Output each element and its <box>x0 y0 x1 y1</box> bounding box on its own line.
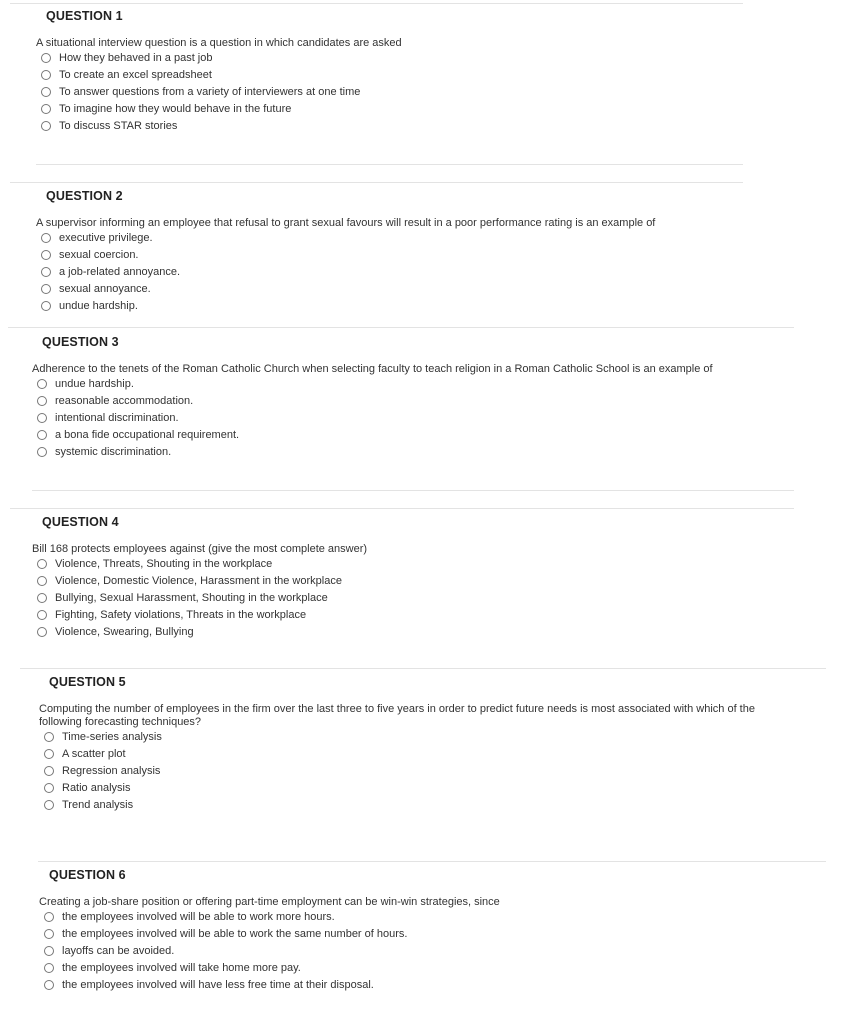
answer-option[interactable] <box>41 67 360 84</box>
answer-option[interactable] <box>41 264 180 281</box>
answer-option-label: the employees involved will have less free time at their disposal. <box>62 978 374 991</box>
answer-option-label: Time-series analysis <box>62 731 162 744</box>
radio-button-icon[interactable] <box>41 250 51 260</box>
radio-button-icon[interactable] <box>37 610 47 620</box>
answer-option[interactable] <box>37 606 342 623</box>
radio-button-icon[interactable] <box>37 447 47 457</box>
answer-option[interactable] <box>44 763 162 780</box>
answer-option[interactable] <box>37 376 239 393</box>
answer-option-label: systemic discrimination. <box>55 445 172 458</box>
answer-option[interactable] <box>37 623 342 640</box>
divider <box>32 490 794 491</box>
radio-button-icon[interactable] <box>44 749 54 759</box>
question-title: QUESTION 2 <box>46 189 123 203</box>
answer-options <box>41 230 180 314</box>
answer-option-label: a bona fide occupational requirement. <box>55 428 240 441</box>
question-text: Creating a job-share position or offering part-time employment can be win-win strategies, since <box>39 896 500 908</box>
answer-option[interactable] <box>44 796 162 813</box>
answer-option-label: the employees involved will be able to work the same number of hours. <box>62 928 408 941</box>
answer-options <box>37 376 239 460</box>
radio-button-icon[interactable] <box>37 593 47 603</box>
answer-option-label: sexual annoyance. <box>59 282 151 295</box>
question-text: Bill 168 protects employees against (give the most complete answer) <box>32 543 368 555</box>
divider <box>10 182 743 183</box>
answer-option[interactable] <box>44 926 407 943</box>
radio-button-icon[interactable] <box>44 800 54 810</box>
answer-option-label: the employees involved will be able to work more hours. <box>62 911 335 924</box>
divider <box>36 164 743 165</box>
answer-option[interactable] <box>44 729 162 746</box>
answer-option[interactable] <box>44 909 407 926</box>
question-text: Computing the number of employees in the firm over the last three to five years in order to predict future needs is most associated with which of the following forecasting techniques? <box>39 703 755 728</box>
answer-option[interactable] <box>41 247 180 264</box>
answer-options <box>44 729 162 813</box>
radio-button-icon[interactable] <box>37 559 47 569</box>
question-text: Adherence to the tenets of the Roman Catholic Church when selecting faculty to teach religion in a Roman Catholic School is an example of <box>32 363 713 375</box>
answer-option[interactable] <box>44 779 162 796</box>
question-text: A supervisor informing an employee that refusal to grant sexual favours will result in a poor performance rating is an example of <box>36 217 656 229</box>
question-title: QUESTION 6 <box>49 868 126 882</box>
answer-option-label: To imagine how they would behave in the future <box>59 102 292 115</box>
radio-button-icon[interactable] <box>41 70 51 80</box>
answer-option-label: To create an excel spreadsheet <box>59 69 212 82</box>
divider <box>10 3 743 4</box>
answer-option[interactable] <box>41 297 180 314</box>
radio-button-icon[interactable] <box>44 732 54 742</box>
radio-button-icon[interactable] <box>44 980 54 990</box>
answer-options <box>41 50 360 134</box>
answer-option[interactable] <box>37 443 239 460</box>
radio-button-icon[interactable] <box>44 912 54 922</box>
radio-button-icon[interactable] <box>41 121 51 131</box>
radio-button-icon[interactable] <box>37 379 47 389</box>
radio-button-icon[interactable] <box>41 284 51 294</box>
answer-option[interactable] <box>37 556 342 573</box>
answer-option[interactable] <box>37 393 239 410</box>
answer-option[interactable] <box>37 590 342 607</box>
answer-option-label: To discuss STAR stories <box>59 119 178 132</box>
radio-button-icon[interactable] <box>37 576 47 586</box>
radio-button-icon[interactable] <box>44 783 54 793</box>
question-text: A situational interview question is a question in which candidates are asked <box>36 37 402 49</box>
answer-option-label: To answer questions from a variety of interviewers at one time <box>59 85 361 98</box>
answer-option-label: Violence, Swearing, Bullying <box>55 625 194 638</box>
divider <box>8 327 794 328</box>
radio-button-icon[interactable] <box>41 267 51 277</box>
radio-button-icon[interactable] <box>41 104 51 114</box>
answer-option-label: executive privilege. <box>59 232 153 245</box>
question-title: QUESTION 4 <box>42 515 119 529</box>
answer-option-label: the employees involved will take home more pay. <box>62 961 301 974</box>
answer-option-label: Bullying, Sexual Harassment, Shouting in the workplace <box>55 591 328 604</box>
divider <box>10 508 794 509</box>
answer-option[interactable] <box>41 84 360 101</box>
answer-option-label: Ratio analysis <box>62 781 131 794</box>
answer-option-label: Trend analysis <box>62 798 134 811</box>
answer-option[interactable] <box>44 976 407 993</box>
answer-option-label: Violence, Domestic Violence, Harassment in the workplace <box>55 575 342 588</box>
answer-option-label: A scatter plot <box>62 748 126 761</box>
answer-option-label: layoffs can be avoided. <box>62 944 175 957</box>
answer-option-label: intentional discrimination. <box>55 411 179 424</box>
radio-button-icon[interactable] <box>44 963 54 973</box>
answer-option-label: reasonable accommodation. <box>55 395 194 408</box>
divider <box>38 861 826 862</box>
answer-option[interactable] <box>37 426 239 443</box>
answer-options <box>37 556 342 640</box>
answer-option-label: undue hardship. <box>59 299 138 312</box>
radio-button-icon[interactable] <box>44 929 54 939</box>
answer-option[interactable] <box>37 573 342 590</box>
question-title: QUESTION 5 <box>49 675 126 689</box>
answer-option[interactable] <box>41 117 360 134</box>
radio-button-icon[interactable] <box>41 233 51 243</box>
answer-option[interactable] <box>41 230 180 247</box>
answer-option-label: Fighting, Safety violations, Threats in the workplace <box>55 608 307 621</box>
radio-button-icon[interactable] <box>37 413 47 423</box>
radio-button-icon[interactable] <box>37 396 47 406</box>
answer-option-label: Regression analysis <box>62 764 161 777</box>
answer-option[interactable] <box>44 943 407 960</box>
radio-button-icon[interactable] <box>37 627 47 637</box>
question-title: QUESTION 1 <box>46 9 123 23</box>
answer-option[interactable] <box>37 410 239 427</box>
radio-button-icon[interactable] <box>37 430 47 440</box>
radio-button-icon[interactable] <box>41 87 51 97</box>
answer-option-label: How they behaved in a past job <box>59 52 213 65</box>
answer-option[interactable] <box>44 959 407 976</box>
answer-option-label: undue hardship. <box>55 378 134 391</box>
answer-option[interactable] <box>44 746 162 763</box>
question-title: QUESTION 3 <box>42 335 119 349</box>
answer-option-label: a job-related annoyance. <box>59 265 181 278</box>
answer-option-label: sexual coercion. <box>59 249 139 262</box>
answer-option[interactable] <box>41 280 180 297</box>
answer-options <box>44 909 407 993</box>
answer-option[interactable] <box>41 50 360 67</box>
answer-option[interactable] <box>41 100 360 117</box>
radio-button-icon[interactable] <box>41 301 51 311</box>
radio-button-icon[interactable] <box>41 53 51 63</box>
radio-button-icon[interactable] <box>44 766 54 776</box>
divider <box>20 668 826 669</box>
answer-option-label: Violence, Threats, Shouting in the workplace <box>55 558 273 571</box>
radio-button-icon[interactable] <box>44 946 54 956</box>
